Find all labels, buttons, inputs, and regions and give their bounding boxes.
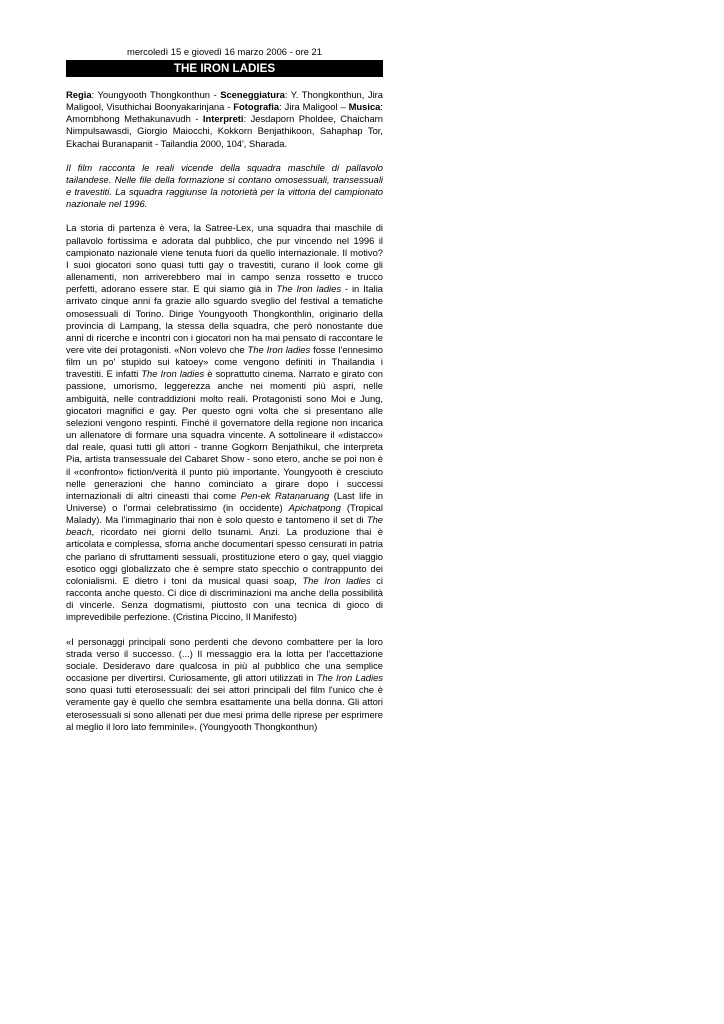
quote-text: sono quasi tutti eterosessuali: dei sei attori principali del film l'unico che è veramente gay è quello che sembra esattamente una bella donna. Gli attori eterosessuali si sono allenati per due mesi prima delle riprese per esprimere al meglio il loro lato femminile». (Youngyooth Thongkonthun): [66, 684, 383, 732]
review-italic-title: The Iron ladies: [302, 574, 371, 586]
review-text: (Tropical Malady). Ma l'immaginario thai non è solo questo e tantomeno il set di: [66, 502, 383, 526]
credit-value-interpreti: : Jesdaporn Pholdee, Chaicharn Nimpulsawasdi, Giorgio Maiocchi, Kokkorn Benjathikoon, Sahaphap Tor, Ekachai Buranapanit - Tailandia 2000, 104', Sharada.: [66, 113, 383, 149]
director-quote: [66, 636, 383, 733]
review-paragraph: [66, 222, 383, 623]
credit-label-regia: Regia: [66, 89, 92, 100]
film-synopsis: Il film racconta le reali vicende della squadra maschile di pallavolo tailandese. Nelle file della formazione si contano omosessuali, transessuali e travestiti. La squadra raggiunse la notorietà per la vittoria del campionato nazionale nel 1996.: [66, 161, 383, 210]
credit-label-interpreti: Interpreti: [202, 113, 244, 125]
credit-value-musica: : Amornbhong Methakunavudh -: [66, 101, 383, 125]
review-text: ci racconta anche questo. Ci dice di discriminazioni ma anche della possibilità di vincerle. Senza dogmatismi, piuttosto con una tecnica di gioco di imprevedibile perfezione. (Cristina Piccino, Il Manifesto): [66, 574, 383, 623]
review-italic-title: The Iron ladies: [141, 368, 205, 380]
quote-text: «I personaggi principali sono perdenti che devono combattere per la loro strada verso il successo. (...) Il messaggio era la lotta per l'accettazione sociale. Desideravo dare qualcosa in più al pubblico che una semplice occasione per divertirsi. Curiosamente, gli attori utilizzati in: [66, 635, 383, 684]
review-italic-title: The beach: [66, 514, 383, 538]
credit-label-musica: Musica: [348, 101, 381, 113]
credit-label-fotografia: Fotografia: [233, 101, 280, 113]
credit-value-fotografia: : Jira Maligool –: [279, 101, 349, 113]
film-credits: [66, 89, 383, 150]
film-title: THE IRON LADIES: [66, 60, 383, 77]
review-text: è soprattutto cinema. Narrato e girato con passione, umorismo, leggerezza anche nei momenti più aspri, nelle ambiguità, nelle contraddizioni molto reali. Protagonisti sono Moi e Jung, giocatori magnifici e gay. Per questo ogni volta che si presentano alle selezioni vengono respinti. Finché il governatore della regione non incarica un allenatore di formare una squadra vincente. A sottolineare il «distacco» dal reale, quasi tutti gli attori - tranne Gogkorn Benjathikul, che interpreta Pia, artista transessuale del Cabaret Show - sono etero, anche se poi non è il «confronto» fiction/verità il punto più importante. Youngyooth è cresciuto nelle generazioni che hanno cominciato a girare dopo i successi internazionali di altri cineasti thai come: [66, 368, 383, 501]
credit-value-regia: : Youngyooth Thongkonthun -: [91, 89, 221, 100]
document-page: [66, 46, 383, 745]
review-italic-title: The Iron ladies: [276, 283, 342, 295]
quote-italic-title: The Iron Ladies: [316, 672, 383, 684]
review-text: - in Italia arrivato cinque anni fa grazie allo sguardo sveglio del festival a tematiche omosessuali di Torino. Dirige Youngyooth Thongkonthlin, originario della provincia di Lampang, la stessa della squadra, che però nonostante due anni di ricerche e incontri con i giocatori non ha mai pensato di raccontare le vere vite dei protagonisti. «Non volevo che: [66, 283, 383, 355]
screening-date: mercoledì 15 e giovedì 16 marzo 2006 - ore 21: [127, 46, 322, 57]
review-text: (Last life in Universe) o l'ormai celebratissimo (in occidente): [66, 489, 383, 513]
review-italic-title: The Iron ladies: [247, 343, 311, 355]
review-italic-name: Pen-ek Ratanaruang: [240, 489, 330, 501]
credit-label-sceneggiatura: Sceneggiatura: [220, 89, 285, 100]
review-text: , ricordato nei giorni dello tsunami. Anzi. La produzione thai è articolata e complessa, sforna anche documentari spesso censurati in patria che parlano di sfruttamenti sessuali, prostituzione etero o gay, quel viaggio esotico oggi globalizzato che è sempre stato specchio o contrappunto dei colonialismi. E dietro i toni da musical quasi soap,: [66, 526, 383, 586]
credit-value-sceneggiatura: : Y. Thongkonthun, Jira Maligool, Visuthichai Boonyakarinjana -: [66, 89, 383, 113]
review-italic-name: Apichatpong: [288, 502, 341, 513]
review-text: La storia di partenza è vera, la Satree-Lex, una squadra thai maschile di pallavolo fortissima e adorata dal pubblico, che pur vincendo nel 1996 il campionato nazionale viene tenuta fuori da quello internazionale. Il motivo? I suoi giocatori sono quasi tutti gay o travestiti, curano il look come gli allenamenti, non arriverebbero mai in campo senza rossetto e trucco perfetti, adorano essere star. E qui siamo già in: [66, 222, 383, 295]
review-text: fosse l'ennesimo film un po' stupido sui katoey» come vengono definiti in Thailandia i travestiti. E infatti: [66, 343, 384, 380]
